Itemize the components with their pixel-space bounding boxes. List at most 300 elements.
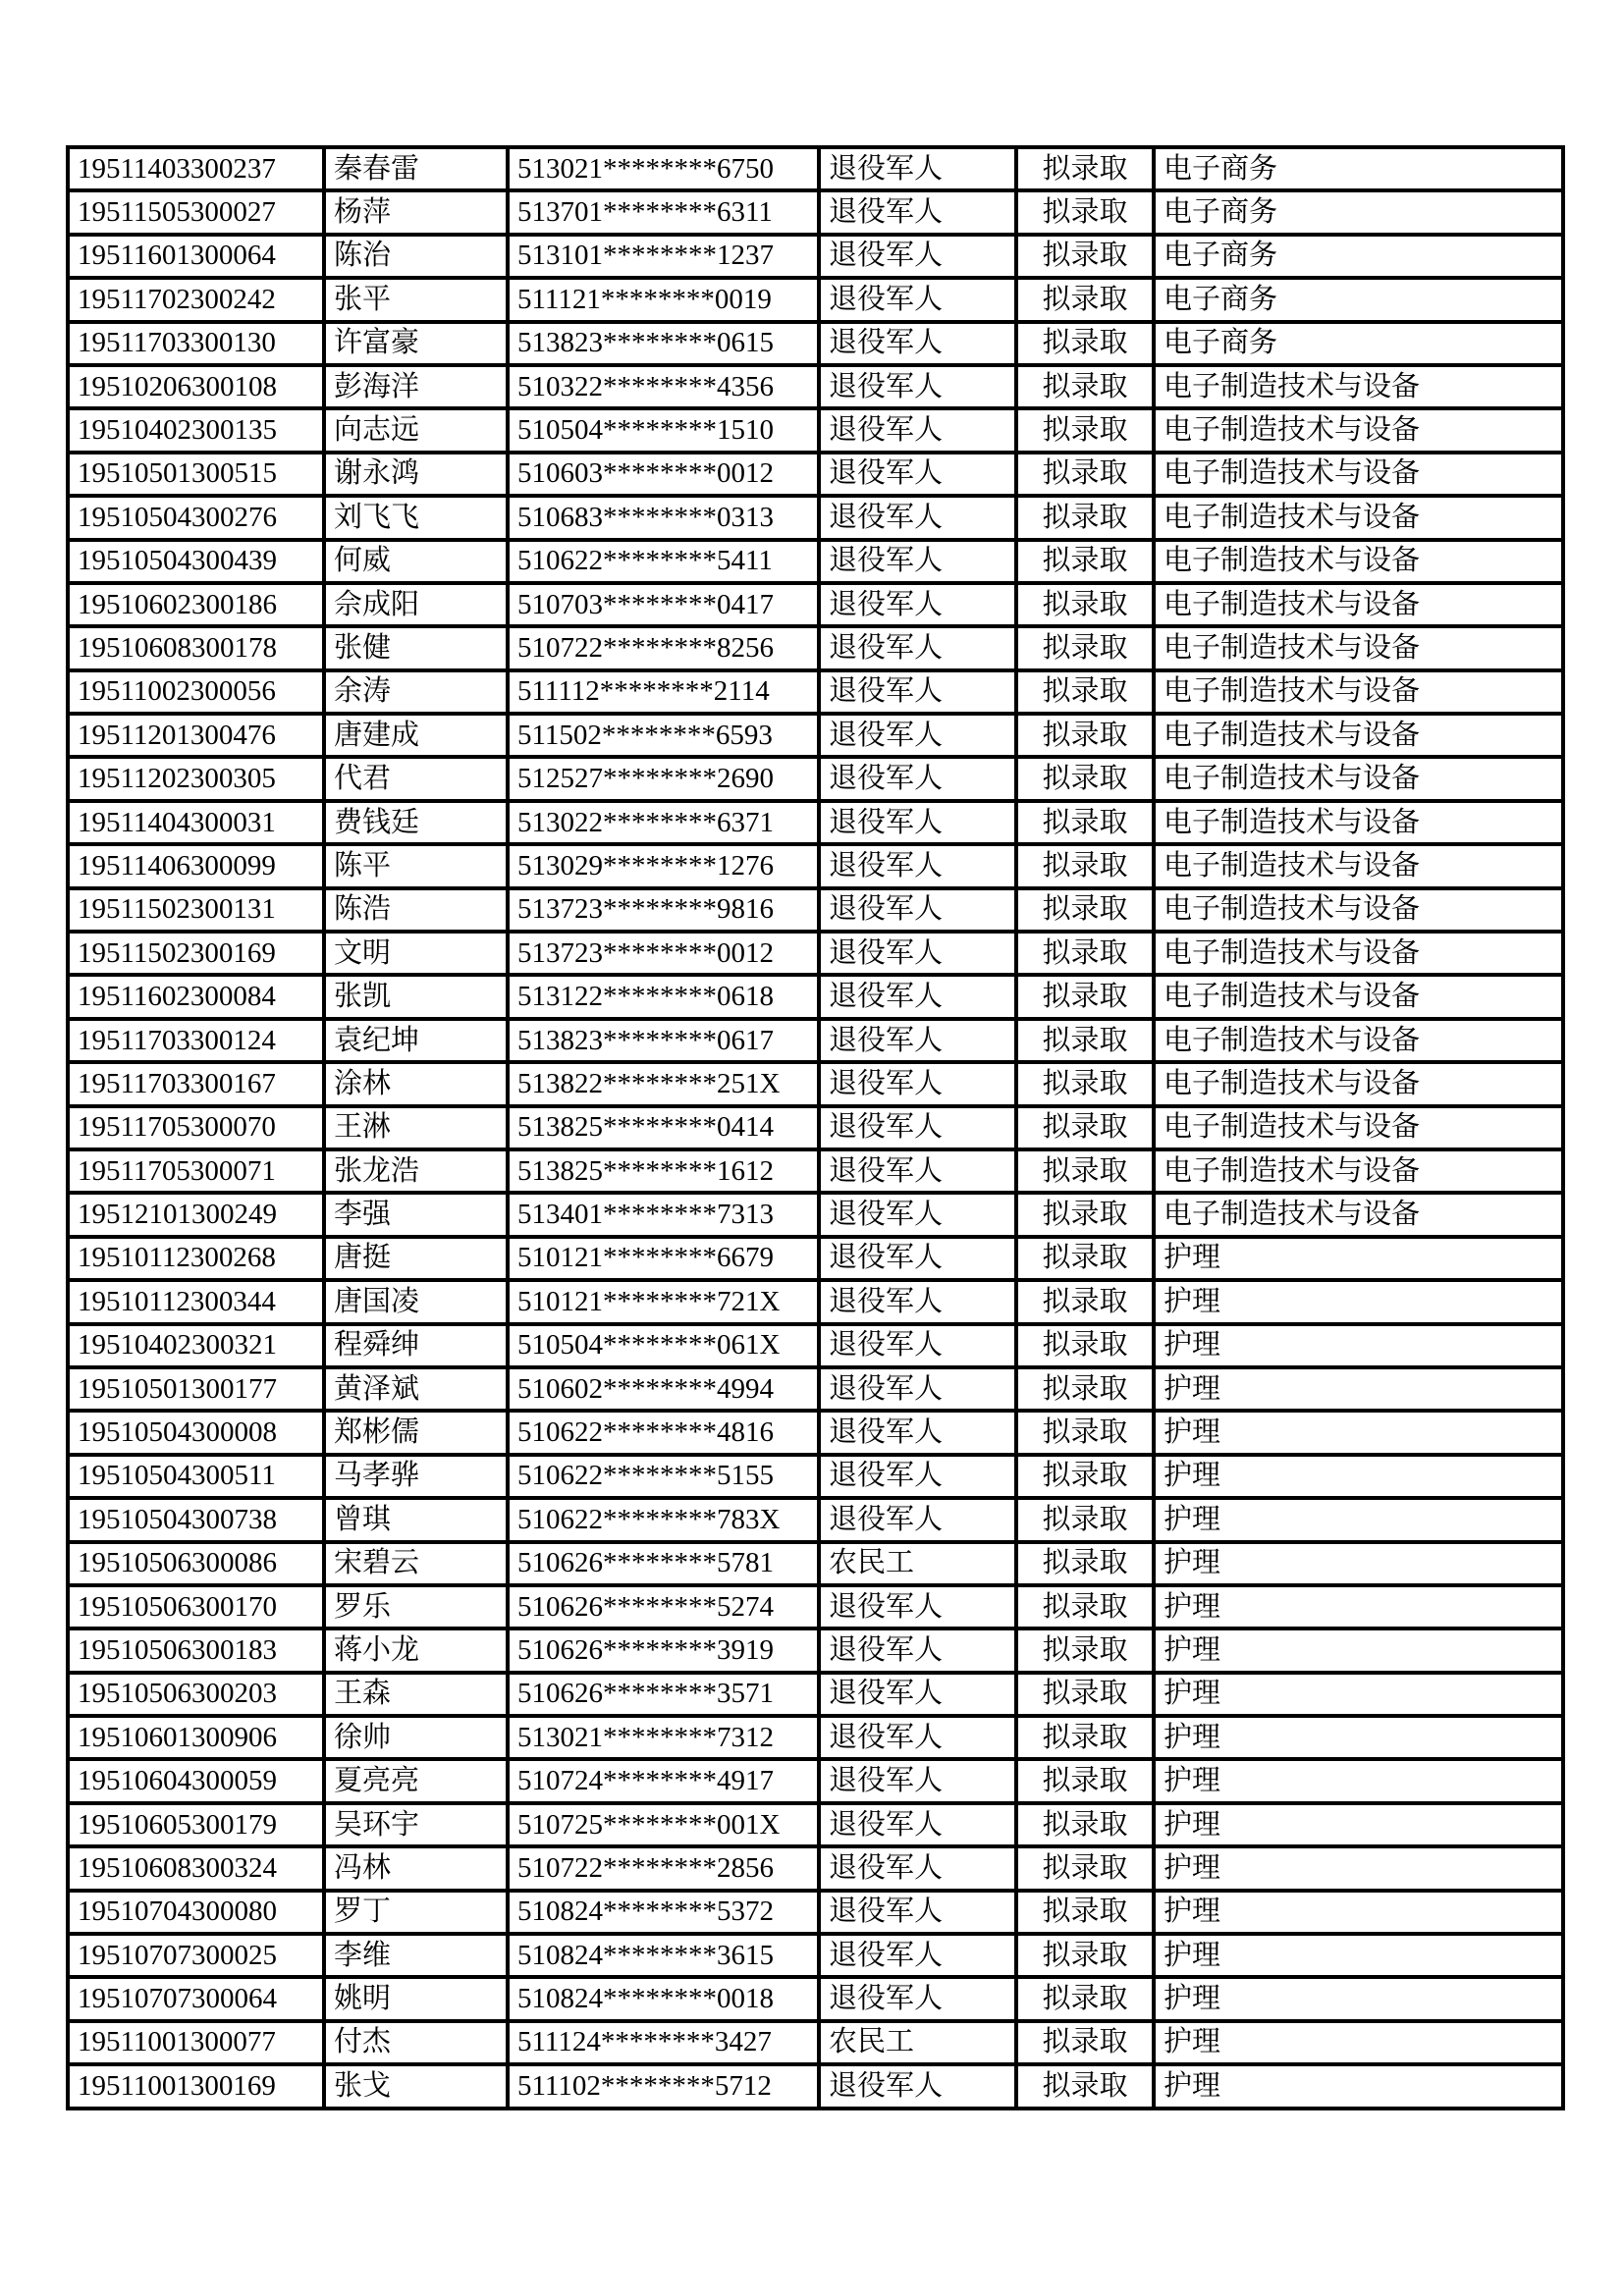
cell-exam-id: 19511705300071: [68, 1149, 324, 1193]
cell-id-card: 510703********0417: [508, 583, 819, 626]
table-row: [68, 1062, 1563, 1105]
cell-status: 拟录取: [1016, 1280, 1154, 1323]
cell-major: 电子制造技术与设备: [1154, 1062, 1563, 1105]
cell-exam-id: 19511703300167: [68, 1062, 324, 1105]
cell-category: 退役军人: [819, 1367, 1016, 1411]
cell-category: 退役军人: [819, 1759, 1016, 1802]
cell-exam-id: 19512101300249: [68, 1193, 324, 1236]
cell-exam-id: 19510504300511: [68, 1455, 324, 1498]
cell-category: 退役军人: [819, 1891, 1016, 1934]
cell-name: 刘飞飞: [324, 496, 508, 539]
cell-major: 电子制造技术与设备: [1154, 1193, 1563, 1236]
cell-exam-id: 19510707300025: [68, 1934, 324, 1977]
cell-id-card: 510121********721X: [508, 1280, 819, 1323]
cell-status: 拟录取: [1016, 1673, 1154, 1716]
cell-major: 电子制造技术与设备: [1154, 540, 1563, 583]
cell-exam-id: 19510506300170: [68, 1585, 324, 1629]
cell-exam-id: 19510501300177: [68, 1367, 324, 1411]
cell-id-card: 510683********0313: [508, 496, 819, 539]
table-row: [68, 1673, 1563, 1716]
cell-major: 电子制造技术与设备: [1154, 801, 1563, 844]
cell-major: 电子制造技术与设备: [1154, 757, 1563, 800]
cell-id-card: 513401********7313: [508, 1193, 819, 1236]
cell-status: 拟录取: [1016, 1019, 1154, 1062]
cell-major: 护理: [1154, 1673, 1563, 1716]
table-row: [68, 408, 1563, 452]
cell-category: 退役军人: [819, 496, 1016, 539]
table-row: [68, 1280, 1563, 1323]
cell-id-card: 513022********6371: [508, 801, 819, 844]
cell-id-card: 510724********4917: [508, 1759, 819, 1802]
cell-status: 拟录取: [1016, 801, 1154, 844]
cell-category: 退役军人: [819, 1149, 1016, 1193]
cell-name: 涂林: [324, 1062, 508, 1105]
cell-exam-id: 19511404300031: [68, 801, 324, 844]
cell-major: 护理: [1154, 1846, 1563, 1890]
cell-status: 拟录取: [1016, 1149, 1154, 1193]
cell-status: 拟录取: [1016, 1324, 1154, 1367]
cell-category: 退役军人: [819, 932, 1016, 975]
cell-status: 拟录取: [1016, 1759, 1154, 1802]
cell-id-card: 511124********3427: [508, 2021, 819, 2064]
cell-id-card: 510626********3571: [508, 1673, 819, 1716]
cell-status: 拟录取: [1016, 1455, 1154, 1498]
cell-status: 拟录取: [1016, 757, 1154, 800]
cell-exam-id: 19511002300056: [68, 670, 324, 714]
cell-exam-id: 19511702300242: [68, 278, 324, 321]
cell-name: 徐帅: [324, 1716, 508, 1759]
table-row: [68, 1237, 1563, 1280]
cell-status: 拟录取: [1016, 1237, 1154, 1280]
cell-name: 程舜绅: [324, 1324, 508, 1367]
cell-status: 拟录取: [1016, 975, 1154, 1018]
table-row: [68, 670, 1563, 714]
cell-category: 退役军人: [819, 1673, 1016, 1716]
cell-name: 王森: [324, 1673, 508, 1716]
cell-status: 拟录取: [1016, 322, 1154, 365]
cell-category: 退役军人: [819, 1455, 1016, 1498]
cell-exam-id: 19511505300027: [68, 190, 324, 234]
cell-major: 电子制造技术与设备: [1154, 975, 1563, 1018]
cell-category: 退役军人: [819, 190, 1016, 234]
cell-name: 费钱廷: [324, 801, 508, 844]
cell-id-card: 510322********4356: [508, 365, 819, 408]
cell-status: 拟录取: [1016, 888, 1154, 932]
cell-id-card: 510504********1510: [508, 408, 819, 452]
cell-exam-id: 19510704300080: [68, 1891, 324, 1934]
cell-exam-id: 19510112300268: [68, 1237, 324, 1280]
cell-major: 护理: [1154, 1455, 1563, 1498]
cell-category: 退役军人: [819, 844, 1016, 887]
cell-major: 护理: [1154, 1629, 1563, 1672]
cell-id-card: 513823********0615: [508, 322, 819, 365]
table-row: [68, 801, 1563, 844]
cell-exam-id: 19510402300135: [68, 408, 324, 452]
cell-category: 退役军人: [819, 540, 1016, 583]
cell-status: 拟录取: [1016, 365, 1154, 408]
table-row: [68, 453, 1563, 496]
cell-id-card: 511121********0019: [508, 278, 819, 321]
cell-status: 拟录取: [1016, 1193, 1154, 1236]
cell-id-card: 512527********2690: [508, 757, 819, 800]
cell-id-card: 513723********9816: [508, 888, 819, 932]
cell-id-card: 510626********5274: [508, 1585, 819, 1629]
cell-status: 拟录取: [1016, 1498, 1154, 1541]
cell-exam-id: 19510605300179: [68, 1803, 324, 1846]
cell-exam-id: 19511001300077: [68, 2021, 324, 2064]
cell-category: 退役军人: [819, 1193, 1016, 1236]
table-row: [68, 365, 1563, 408]
cell-name: 张凯: [324, 975, 508, 1018]
cell-major: 电子制造技术与设备: [1154, 932, 1563, 975]
cell-category: 退役军人: [819, 278, 1016, 321]
table-row: [68, 147, 1563, 190]
cell-category: 退役军人: [819, 322, 1016, 365]
cell-category: 退役军人: [819, 147, 1016, 190]
cell-exam-id: 19510206300108: [68, 365, 324, 408]
cell-category: 退役军人: [819, 583, 1016, 626]
cell-name: 张健: [324, 626, 508, 669]
cell-exam-id: 19510112300344: [68, 1280, 324, 1323]
cell-name: 谢永鸿: [324, 453, 508, 496]
table-row: [68, 757, 1563, 800]
cell-category: 退役军人: [819, 408, 1016, 452]
cell-exam-id: 19511601300064: [68, 235, 324, 278]
cell-id-card: 510722********2856: [508, 1846, 819, 1890]
cell-id-card: 510626********5781: [508, 1542, 819, 1585]
cell-status: 拟录取: [1016, 1106, 1154, 1149]
cell-name: 马孝骅: [324, 1455, 508, 1498]
cell-exam-id: 19510506300086: [68, 1542, 324, 1585]
cell-status: 拟录取: [1016, 1934, 1154, 1977]
table-row: [68, 1324, 1563, 1367]
cell-category: 退役军人: [819, 1498, 1016, 1541]
cell-name: 曾琪: [324, 1498, 508, 1541]
cell-name: 吴环宇: [324, 1803, 508, 1846]
cell-id-card: 510725********001X: [508, 1803, 819, 1846]
admissions-table-body: [68, 147, 1563, 2109]
cell-major: 电子商务: [1154, 147, 1563, 190]
cell-category: 退役军人: [819, 626, 1016, 669]
cell-name: 李维: [324, 1934, 508, 1977]
table-row: [68, 190, 1563, 234]
table-row: [68, 1193, 1563, 1236]
cell-major: 护理: [1154, 1367, 1563, 1411]
cell-category: 农民工: [819, 1542, 1016, 1585]
table-row: [68, 975, 1563, 1018]
cell-exam-id: 19510707300064: [68, 1977, 324, 2020]
cell-major: 护理: [1154, 1934, 1563, 1977]
cell-exam-id: 19511703300130: [68, 322, 324, 365]
cell-major: 护理: [1154, 1280, 1563, 1323]
cell-category: 退役军人: [819, 1324, 1016, 1367]
cell-status: 拟录取: [1016, 583, 1154, 626]
cell-status: 拟录取: [1016, 1542, 1154, 1585]
cell-id-card: 513021********7312: [508, 1716, 819, 1759]
cell-id-card: 513021********6750: [508, 147, 819, 190]
cell-category: 退役军人: [819, 1846, 1016, 1890]
cell-category: 退役军人: [819, 1977, 1016, 2020]
table-row: [68, 1977, 1563, 2020]
cell-major: 护理: [1154, 1803, 1563, 1846]
cell-id-card: 511102********5712: [508, 2064, 819, 2108]
cell-major: 电子制造技术与设备: [1154, 888, 1563, 932]
cell-name: 付杰: [324, 2021, 508, 2064]
cell-category: 退役军人: [819, 1934, 1016, 1977]
cell-exam-id: 19511001300169: [68, 2064, 324, 2108]
cell-major: 护理: [1154, 2021, 1563, 2064]
cell-major: 电子制造技术与设备: [1154, 496, 1563, 539]
table-row: [68, 1585, 1563, 1629]
cell-status: 拟录取: [1016, 1629, 1154, 1672]
cell-category: 退役军人: [819, 1106, 1016, 1149]
cell-exam-id: 19510506300183: [68, 1629, 324, 1672]
cell-status: 拟录取: [1016, 540, 1154, 583]
cell-major: 电子制造技术与设备: [1154, 714, 1563, 757]
cell-major: 护理: [1154, 2064, 1563, 2108]
table-row: [68, 1542, 1563, 1585]
cell-id-card: 513122********0618: [508, 975, 819, 1018]
cell-major: 护理: [1154, 1237, 1563, 1280]
table-row: [68, 278, 1563, 321]
cell-name: 唐国凌: [324, 1280, 508, 1323]
cell-name: 张平: [324, 278, 508, 321]
cell-name: 向志远: [324, 408, 508, 452]
table-row: [68, 1934, 1563, 1977]
cell-exam-id: 19510608300178: [68, 626, 324, 669]
table-row: [68, 626, 1563, 669]
cell-category: 退役军人: [819, 235, 1016, 278]
cell-major: 护理: [1154, 1977, 1563, 2020]
cell-name: 陈治: [324, 235, 508, 278]
cell-id-card: 510622********783X: [508, 1498, 819, 1541]
cell-name: 文明: [324, 932, 508, 975]
cell-id-card: 513825********0414: [508, 1106, 819, 1149]
cell-exam-id: 19511502300131: [68, 888, 324, 932]
cell-exam-id: 19510604300059: [68, 1759, 324, 1802]
cell-name: 黄泽斌: [324, 1367, 508, 1411]
cell-exam-id: 19510601300906: [68, 1716, 324, 1759]
cell-exam-id: 19510504300439: [68, 540, 324, 583]
table-row: [68, 932, 1563, 975]
cell-status: 拟录取: [1016, 670, 1154, 714]
cell-major: 护理: [1154, 1324, 1563, 1367]
cell-name: 代君: [324, 757, 508, 800]
cell-exam-id: 19511403300237: [68, 147, 324, 190]
table-row: [68, 714, 1563, 757]
cell-status: 拟录取: [1016, 278, 1154, 321]
table-row: [68, 1629, 1563, 1672]
cell-status: 拟录取: [1016, 2064, 1154, 2108]
cell-id-card: 510722********8256: [508, 626, 819, 669]
cell-name: 唐建成: [324, 714, 508, 757]
cell-status: 拟录取: [1016, 1062, 1154, 1105]
table-row: [68, 583, 1563, 626]
cell-name: 王淋: [324, 1106, 508, 1149]
cell-status: 拟录取: [1016, 496, 1154, 539]
cell-id-card: 510121********6679: [508, 1237, 819, 1280]
table-row: [68, 2064, 1563, 2108]
cell-major: 护理: [1154, 1542, 1563, 1585]
cell-name: 张戈: [324, 2064, 508, 2108]
cell-category: 退役军人: [819, 2064, 1016, 2108]
cell-id-card: 510602********4994: [508, 1367, 819, 1411]
cell-id-card: 510626********3919: [508, 1629, 819, 1672]
cell-exam-id: 19510402300321: [68, 1324, 324, 1367]
cell-major: 电子制造技术与设备: [1154, 670, 1563, 714]
cell-major: 电子制造技术与设备: [1154, 1149, 1563, 1193]
cell-category: 退役军人: [819, 801, 1016, 844]
cell-id-card: 510824********0018: [508, 1977, 819, 2020]
cell-category: 退役军人: [819, 670, 1016, 714]
cell-category: 农民工: [819, 2021, 1016, 2064]
cell-category: 退役军人: [819, 757, 1016, 800]
cell-major: 电子商务: [1154, 278, 1563, 321]
cell-major: 电子制造技术与设备: [1154, 365, 1563, 408]
cell-exam-id: 19511502300169: [68, 932, 324, 975]
cell-name: 冯林: [324, 1846, 508, 1890]
cell-id-card: 513701********6311: [508, 190, 819, 234]
cell-major: 电子制造技术与设备: [1154, 626, 1563, 669]
table-row: [68, 322, 1563, 365]
cell-id-card: 510824********5372: [508, 1891, 819, 1934]
table-row: [68, 1411, 1563, 1454]
cell-exam-id: 19510504300276: [68, 496, 324, 539]
cell-exam-id: 19510506300203: [68, 1673, 324, 1716]
cell-exam-id: 19511406300099: [68, 844, 324, 887]
cell-status: 拟录取: [1016, 1803, 1154, 1846]
cell-exam-id: 19510501300515: [68, 453, 324, 496]
cell-id-card: 513825********1612: [508, 1149, 819, 1193]
table-row: [68, 1367, 1563, 1411]
cell-major: 护理: [1154, 1759, 1563, 1802]
cell-status: 拟录取: [1016, 190, 1154, 234]
table-row: [68, 1455, 1563, 1498]
cell-id-card: 513029********1276: [508, 844, 819, 887]
cell-major: 电子制造技术与设备: [1154, 1019, 1563, 1062]
cell-id-card: 511502********6593: [508, 714, 819, 757]
cell-exam-id: 19511602300084: [68, 975, 324, 1018]
cell-major: 护理: [1154, 1585, 1563, 1629]
cell-category: 退役军人: [819, 1585, 1016, 1629]
cell-exam-id: 19510602300186: [68, 583, 324, 626]
cell-name: 彭海洋: [324, 365, 508, 408]
cell-name: 罗丁: [324, 1891, 508, 1934]
table-row: [68, 1149, 1563, 1193]
cell-status: 拟录取: [1016, 626, 1154, 669]
cell-status: 拟录取: [1016, 453, 1154, 496]
cell-category: 退役军人: [819, 1411, 1016, 1454]
cell-name: 陈浩: [324, 888, 508, 932]
cell-major: 电子商务: [1154, 322, 1563, 365]
cell-name: 郑彬儒: [324, 1411, 508, 1454]
cell-major: 电子商务: [1154, 190, 1563, 234]
cell-category: 退役军人: [819, 888, 1016, 932]
cell-id-card: 513723********0012: [508, 932, 819, 975]
cell-category: 退役军人: [819, 714, 1016, 757]
cell-major: 电子制造技术与设备: [1154, 408, 1563, 452]
table-row: [68, 1846, 1563, 1890]
table-row: [68, 844, 1563, 887]
cell-major: 护理: [1154, 1411, 1563, 1454]
cell-name: 陈平: [324, 844, 508, 887]
cell-major: 电子制造技术与设备: [1154, 1106, 1563, 1149]
table-row: [68, 1106, 1563, 1149]
cell-id-card: 510622********5411: [508, 540, 819, 583]
cell-id-card: 510622********4816: [508, 1411, 819, 1454]
cell-major: 护理: [1154, 1716, 1563, 1759]
table-row: [68, 1759, 1563, 1802]
cell-name: 罗乐: [324, 1585, 508, 1629]
cell-name: 宋碧云: [324, 1542, 508, 1585]
cell-category: 退役军人: [819, 1019, 1016, 1062]
cell-id-card: 510603********0012: [508, 453, 819, 496]
cell-id-card: 510824********3615: [508, 1934, 819, 1977]
cell-name: 佘成阳: [324, 583, 508, 626]
cell-category: 退役军人: [819, 975, 1016, 1018]
cell-id-card: 510622********5155: [508, 1455, 819, 1498]
cell-name: 许富豪: [324, 322, 508, 365]
cell-name: 姚明: [324, 1977, 508, 2020]
cell-status: 拟录取: [1016, 235, 1154, 278]
cell-id-card: 511112********2114: [508, 670, 819, 714]
cell-name: 何威: [324, 540, 508, 583]
cell-exam-id: 19510504300008: [68, 1411, 324, 1454]
cell-id-card: 510504********061X: [508, 1324, 819, 1367]
cell-major: 电子制造技术与设备: [1154, 453, 1563, 496]
cell-status: 拟录取: [1016, 1367, 1154, 1411]
cell-status: 拟录取: [1016, 714, 1154, 757]
table-row: [68, 235, 1563, 278]
cell-status: 拟录取: [1016, 1846, 1154, 1890]
cell-category: 退役军人: [819, 453, 1016, 496]
cell-status: 拟录取: [1016, 932, 1154, 975]
cell-name: 蒋小龙: [324, 1629, 508, 1672]
cell-category: 退役军人: [819, 1803, 1016, 1846]
cell-category: 退役军人: [819, 1716, 1016, 1759]
table-row: [68, 540, 1563, 583]
cell-status: 拟录取: [1016, 1716, 1154, 1759]
cell-status: 拟录取: [1016, 408, 1154, 452]
cell-name: 袁纪坤: [324, 1019, 508, 1062]
cell-status: 拟录取: [1016, 1891, 1154, 1934]
cell-name: 李强: [324, 1193, 508, 1236]
cell-exam-id: 19510608300324: [68, 1846, 324, 1890]
cell-major: 护理: [1154, 1498, 1563, 1541]
cell-name: 夏亮亮: [324, 1759, 508, 1802]
cell-name: 张龙浩: [324, 1149, 508, 1193]
cell-name: 秦春雷: [324, 147, 508, 190]
cell-category: 退役军人: [819, 1629, 1016, 1672]
cell-category: 退役军人: [819, 365, 1016, 408]
cell-major: 电子商务: [1154, 235, 1563, 278]
cell-id-card: 513823********0617: [508, 1019, 819, 1062]
cell-status: 拟录取: [1016, 1411, 1154, 1454]
cell-exam-id: 19511703300124: [68, 1019, 324, 1062]
cell-status: 拟录取: [1016, 1977, 1154, 2020]
table-row: [68, 496, 1563, 539]
cell-exam-id: 19511201300476: [68, 714, 324, 757]
cell-name: 余涛: [324, 670, 508, 714]
cell-status: 拟录取: [1016, 147, 1154, 190]
cell-category: 退役军人: [819, 1280, 1016, 1323]
cell-category: 退役军人: [819, 1062, 1016, 1105]
cell-status: 拟录取: [1016, 844, 1154, 887]
cell-name: 杨萍: [324, 190, 508, 234]
table-row: [68, 1019, 1563, 1062]
cell-major: 电子制造技术与设备: [1154, 844, 1563, 887]
cell-status: 拟录取: [1016, 1585, 1154, 1629]
